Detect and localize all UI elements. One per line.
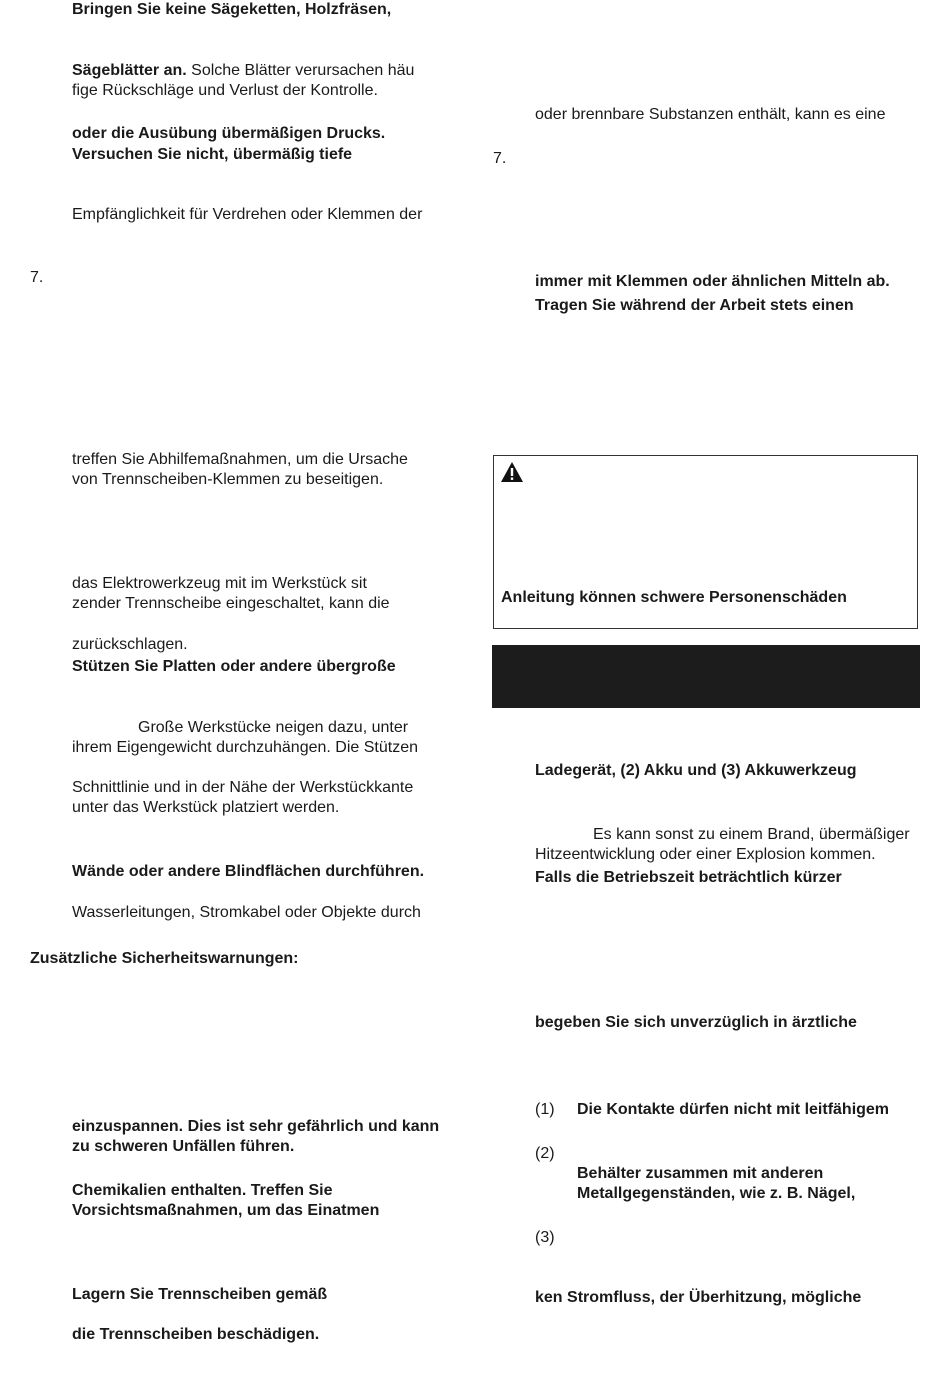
- text-line: zender Trennscheibe eingeschaltet, kann die: [72, 595, 390, 612]
- text-line: einzuspannen. Dies ist sehr gefährlich und kann: [72, 1118, 440, 1135]
- text-line: Versuchen Sie nicht, übermäßig tiefe: [72, 146, 353, 163]
- list-number: 7.: [30, 269, 44, 286]
- text-line: zurückschlagen.: [72, 636, 188, 653]
- text-line: Die Kontakte dürfen nicht mit leitfähigem: [577, 1101, 890, 1118]
- text-line: Ladegerät, (2) Akku und (3) Akkuwerkzeug: [535, 762, 857, 779]
- text-line: Stützen Sie Platten oder andere übergroße: [72, 658, 396, 675]
- text-line: ihrem Eigengewicht durchzuhängen. Die Stützen: [72, 739, 418, 756]
- warning-triangle-icon: [500, 461, 524, 483]
- list-number: (2): [535, 1145, 555, 1162]
- text-line: Schnittlinie und in der Nähe der Werkstückkante: [72, 779, 414, 796]
- text-line: Empfänglichkeit für Verdrehen oder Klemmen der: [72, 206, 423, 223]
- text-line: von Trennscheiben-Klemmen zu beseitigen.: [72, 471, 384, 488]
- text-line: begeben Sie sich unverzüglich in ärztliche: [535, 1014, 857, 1031]
- list-number: (1): [535, 1101, 555, 1118]
- text-line: Wasserleitungen, Stromkabel oder Objekte durch: [72, 904, 421, 921]
- text-line: oder brennbare Substanzen enthält, kann es eine: [535, 106, 886, 123]
- text-line: Es kann sonst zu einem Brand, übermäßiger: [593, 826, 910, 843]
- text-line: unter das Werkstück platziert werden.: [72, 799, 340, 816]
- text-line: Tragen Sie während der Arbeit stets einen: [535, 297, 854, 314]
- text-line: Große Werkstücke neigen dazu, unter: [138, 719, 409, 736]
- section-header-bar: [492, 645, 920, 708]
- bold-lead: Sägeblätter an.: [72, 62, 187, 79]
- text-line: die Trennscheiben beschädigen.: [72, 1326, 320, 1343]
- list-number: (3): [535, 1229, 555, 1246]
- text-line: Metallgegenständen, wie z. B. Nägel,: [577, 1185, 856, 1202]
- text-line: [72, 61, 414, 82]
- text-line: Wände oder andere Blindflächen durchführen.: [72, 863, 425, 880]
- section-heading: Zusätzliche Sicherheitswarnungen:: [30, 950, 299, 967]
- text-line: ken Stromfluss, der Überhitzung, mögliche: [535, 1289, 862, 1306]
- text-line: Behälter zusammen mit anderen: [577, 1165, 824, 1182]
- text-line: Lagern Sie Trennscheiben gemäß: [72, 1286, 328, 1303]
- warning-text: Anleitung können schwere Personenschäden: [501, 589, 847, 606]
- text-line: Vorsichtsmaßnahmen, um das Einatmen: [72, 1202, 380, 1219]
- text-line: Hitzeentwicklung oder einer Explosion kommen.: [535, 846, 876, 863]
- text-line: oder die Ausübung übermäßigen Drucks.: [72, 125, 386, 142]
- text-line: das Elektrowerkzeug mit im Werkstück sit: [72, 575, 367, 592]
- text-line: treffen Sie Abhilfemaßnahmen, um die Ursache: [72, 451, 408, 468]
- text-line: Chemikalien enthalten. Treffen Sie: [72, 1182, 333, 1199]
- text-line: Bringen Sie keine Sägeketten, Holzfräsen,: [72, 1, 392, 18]
- text-line: Falls die Betriebszeit beträchtlich kürzer: [535, 869, 842, 886]
- text-run: Solche Blätter verursachen häu: [186, 62, 415, 79]
- text-line: fige Rückschläge und Verlust der Kontrolle.: [72, 82, 378, 99]
- list-number: 7.: [493, 150, 507, 167]
- text-line: immer mit Klemmen oder ähnlichen Mitteln ab.: [535, 273, 890, 290]
- text-line: zu schweren Unfällen führen.: [72, 1138, 295, 1155]
